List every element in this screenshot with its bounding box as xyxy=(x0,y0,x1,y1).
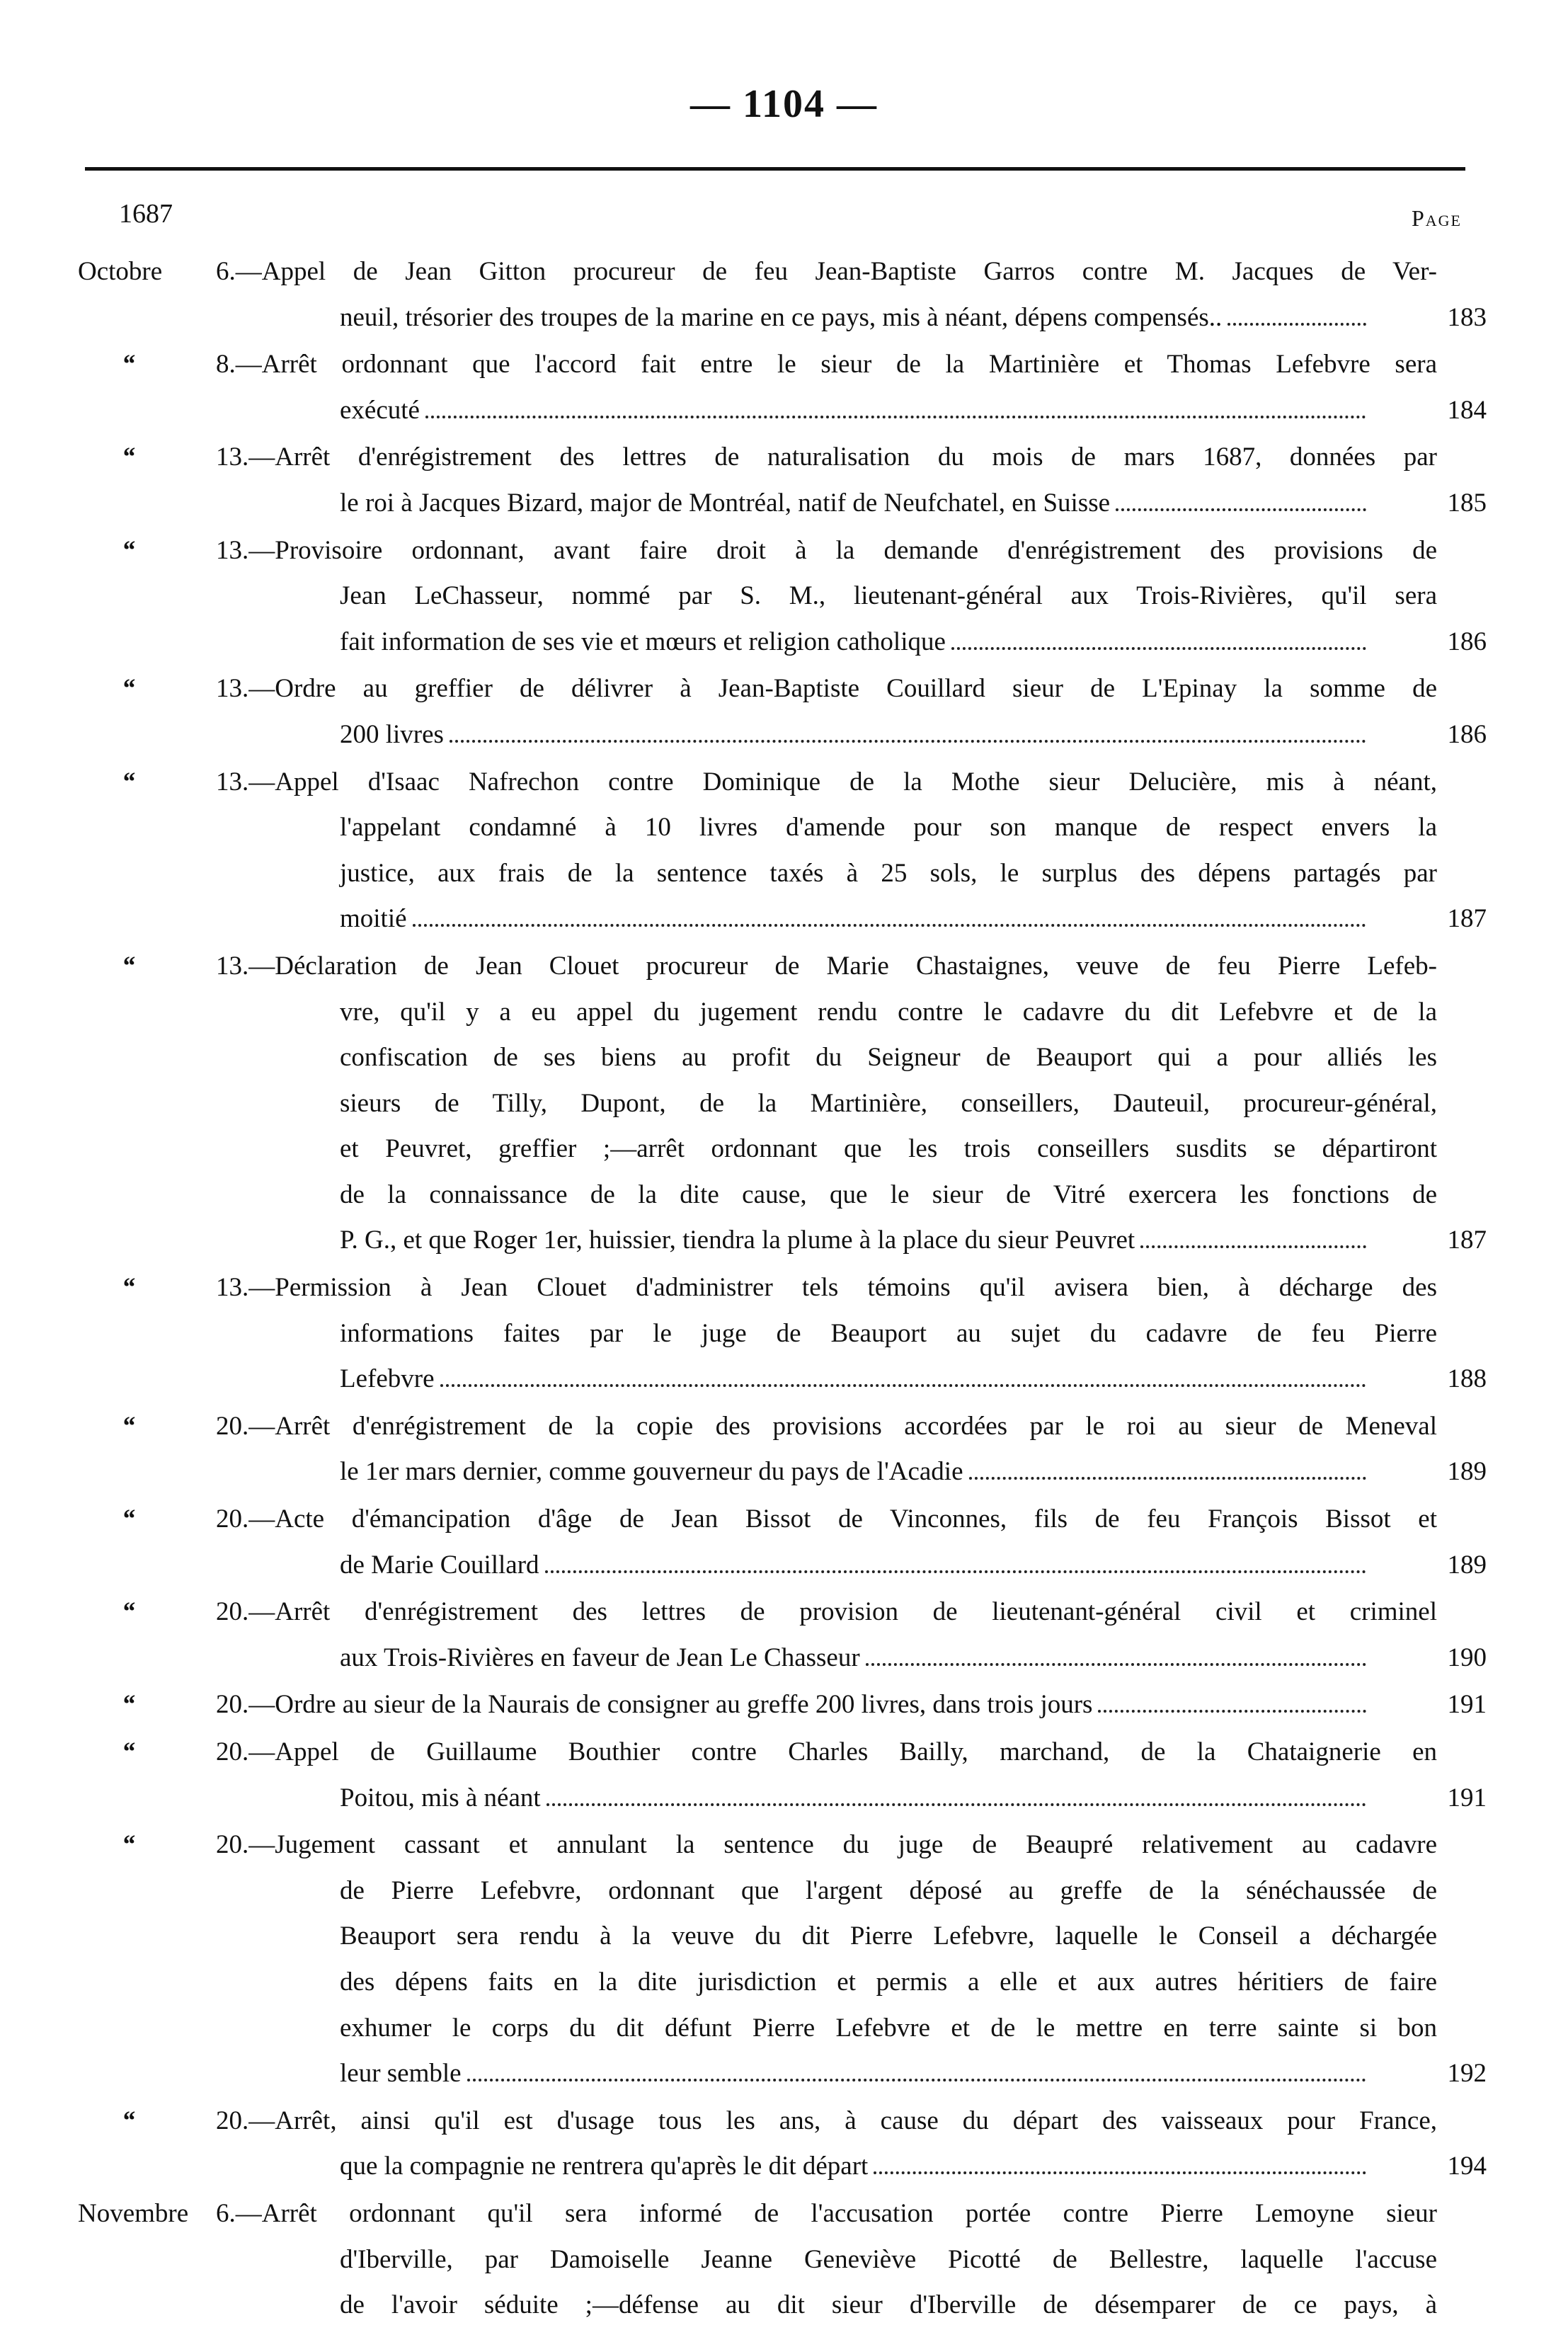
entry-last-line xyxy=(340,1449,1487,1495)
entry-line: de la connaissance de la dite cause, que le sieur de Vitré exercera les fonctions de xyxy=(340,1180,1437,1209)
entry-last-line xyxy=(340,1776,1487,1822)
entry-line: 20.—Arrêt, ainsi qu'il est d'usage tous les ans, à cause du départ des vaisseaux pour France, xyxy=(216,2106,1437,2135)
entry-text xyxy=(216,249,1487,341)
page-reference: 190 xyxy=(1447,1643,1487,1672)
entry-last-line xyxy=(340,481,1487,527)
entry-line: que la compagnie ne rentrera qu'après le dit départ xyxy=(340,2152,869,2181)
dot-leader xyxy=(440,1384,1366,1387)
dot-leader xyxy=(413,924,1366,927)
entry-text xyxy=(216,760,1487,942)
page-reference: 189 xyxy=(1447,1550,1487,1580)
entry-text xyxy=(216,528,1487,666)
table-of-entries xyxy=(0,249,1568,2330)
entry-last-line xyxy=(340,619,1487,666)
ditto-mark: “ xyxy=(122,350,135,379)
entry-line: 20.—Acte d'émancipation d'âge de Jean Bissot de Vinconnes, fils de feu François Bissot et xyxy=(216,1504,1437,1534)
entry-line: 20.—Ordre au sieur de la Naurais de consigner au greffe 200 livres, dans trois jours xyxy=(216,1690,1093,1720)
entry-line: 200 livres xyxy=(340,719,444,749)
list-item xyxy=(0,666,1568,758)
ditto-mark: “ xyxy=(122,535,135,565)
entry-line: moitié xyxy=(340,904,407,934)
entry-last-line xyxy=(216,1682,1487,1728)
ditto-mark: “ xyxy=(122,1597,135,1627)
entry-line: 20.—Appel de Guillaume Bouthier contre Charles Bailly, marchand, de la Chataignerie en xyxy=(216,1737,1437,1766)
entry-line: 6.—Appel de Jean Gitton procureur de feu Jean-Baptiste Garros contre M. Jacques de Ver- xyxy=(216,257,1437,286)
page-reference: 184 xyxy=(1447,395,1487,425)
entry-line: 20.—Arrêt d'enrégistrement des lettres de provision de lieutenant-général civil et criminel xyxy=(216,1597,1437,1627)
dot-leader xyxy=(1098,1710,1366,1713)
dot-leader xyxy=(969,1477,1366,1480)
entry-line: informations faites par le juge de Beauport au sujet du cadavre de feu Pierre xyxy=(340,1318,1437,1348)
entry-line: le 1er mars dernier, comme gouverneur du pays de l'Acadie xyxy=(340,1457,963,1487)
entry-text xyxy=(216,944,1487,1264)
month-label: Octobre xyxy=(78,257,163,286)
entry-last-line xyxy=(340,1635,1487,1681)
ditto-mark: “ xyxy=(122,2106,135,2135)
entry-line: confiscation de ses biens au profit du Seigneur de Beauport qui a pour alliés les xyxy=(340,1043,1437,1073)
entry-line: Beauport sera rendu à la veuve du dit Pierre Lefebvre, laquelle le Conseil a déchargée xyxy=(340,1921,1437,1951)
list-item xyxy=(0,435,1568,526)
entry-last-line xyxy=(340,896,1487,942)
entry-line: l'appelant condamné à 10 livres d'amende pour son manque de respect envers la xyxy=(340,813,1437,843)
entry-last-line xyxy=(340,295,1487,341)
dot-leader xyxy=(874,2171,1366,2174)
entry-line: d'Iberville, par Damoiselle Jeanne Geneviève Picotté de Bellestre, laquelle l'accuse xyxy=(340,2244,1437,2274)
entry-line: et Peuvret, greffier ;—arrêt ordonnant que les trois conseillers susdits se départiront xyxy=(340,1134,1437,1164)
entry-text xyxy=(216,1682,1487,1728)
year-label: 1687 xyxy=(119,199,173,229)
list-item xyxy=(0,2191,1568,2329)
entry-text xyxy=(216,666,1487,758)
ditto-mark: “ xyxy=(122,1504,135,1534)
dot-leader xyxy=(450,740,1366,743)
ditto-mark: “ xyxy=(122,1690,135,1720)
entry-text xyxy=(216,1822,1487,2097)
page-reference: 194 xyxy=(1447,2152,1487,2181)
dot-leader xyxy=(546,1803,1366,1806)
list-item xyxy=(0,1730,1568,1821)
list-item xyxy=(0,2098,1568,2190)
entry-text xyxy=(216,1265,1487,1403)
entry-last-line xyxy=(340,1218,1487,1264)
entry-text xyxy=(216,1497,1487,1588)
entry-line: 13.—Arrêt d'enrégistrement des lettres de naturalisation du mois de mars 1687, données par xyxy=(216,442,1437,472)
entry-line: 20.—Jugement cassant et annulant la sentence du juge de Beaupré relativement au cadavre xyxy=(216,1830,1437,1860)
ditto-mark: “ xyxy=(122,1737,135,1766)
entry-last-line xyxy=(340,2144,1487,2190)
entry-line: 13.—Appel d'Isaac Nafrechon contre Dominique de la Mothe sieur Delucière, mis à néant, xyxy=(216,767,1437,796)
page-reference: 191 xyxy=(1447,1783,1487,1812)
dot-leader xyxy=(1227,323,1366,326)
entry-text xyxy=(216,342,1487,433)
entry-line: exhumer le corps du dit défunt Pierre Lefebvre et de le mettre en terre sainte si bon xyxy=(340,2013,1437,2043)
entry-line: 8.—Arrêt ordonnant que l'accord fait entre le sieur de la Martinière et Thomas Lefebvre sera xyxy=(216,350,1437,379)
entry-last-line xyxy=(340,388,1487,434)
list-item xyxy=(0,944,1568,1264)
list-item xyxy=(0,1404,1568,1495)
entry-text xyxy=(216,1404,1487,1495)
list-item xyxy=(0,1589,1568,1681)
dot-leader xyxy=(1116,508,1366,511)
ditto-mark: “ xyxy=(122,442,135,472)
ditto-mark: “ xyxy=(122,674,135,704)
dot-leader xyxy=(866,1663,1366,1666)
entry-line: 13.—Provisoire ordonnant, avant faire droit à la demande d'enrégistrement des provisions de xyxy=(216,535,1437,565)
page-reference: 183 xyxy=(1447,302,1487,332)
list-item xyxy=(0,249,1568,341)
entry-line: de l'avoir séduite ;—défense au dit sieur d'Iberville de désemparer de ce pays, à xyxy=(340,2290,1437,2320)
entry-text xyxy=(216,435,1487,526)
page-reference: 186 xyxy=(1447,719,1487,749)
entry-last-line xyxy=(340,1357,1487,1403)
list-item xyxy=(0,528,1568,666)
entry-line: neuil, trésorier des troupes de la marine en ce pays, mis à néant, dépens compensés.. xyxy=(340,302,1223,332)
entry-last-line xyxy=(340,2051,1487,2097)
entry-line: le roi à Jacques Bizard, major de Montréal, natif de Neufchatel, en Suisse xyxy=(340,488,1111,518)
entry-line: exécuté xyxy=(340,395,420,425)
page-reference: 189 xyxy=(1447,1457,1487,1487)
dot-leader xyxy=(467,2079,1366,2081)
list-item xyxy=(0,342,1568,433)
ditto-mark: “ xyxy=(122,1411,135,1441)
entry-last-line xyxy=(340,712,1487,758)
list-item xyxy=(0,1497,1568,1588)
entry-line: 13.—Déclaration de Jean Clouet procureur de Marie Chastaignes, veuve de feu Pierre Lefeb- xyxy=(216,951,1437,981)
list-item xyxy=(0,1822,1568,2097)
page-reference: 186 xyxy=(1447,627,1487,656)
entry-line: des dépens faits en la dite jurisdiction et permis a elle et aux autres héritiers de faire xyxy=(340,1967,1437,1997)
list-item xyxy=(0,1682,1568,1728)
page-number: — 1104 — xyxy=(690,82,878,126)
dot-leader xyxy=(545,1570,1366,1573)
page-reference: 187 xyxy=(1447,904,1487,934)
list-item xyxy=(0,760,1568,942)
page-reference: 185 xyxy=(1447,488,1487,518)
list-item xyxy=(0,1265,1568,1403)
ditto-mark: “ xyxy=(122,767,135,796)
entry-line: vre, qu'il y a eu appel du jugement rendu contre le cadavre du dit Lefebvre et de la xyxy=(340,997,1437,1027)
page-reference: 192 xyxy=(1447,2059,1487,2089)
entry-line: justice, aux frais de la sentence taxés à 25 sols, le surplus des dépens partagés par xyxy=(340,858,1437,888)
ditto-mark: “ xyxy=(122,1273,135,1303)
header-rule xyxy=(85,167,1465,171)
page-reference: 191 xyxy=(1447,1690,1487,1720)
entry-text xyxy=(216,1730,1487,1821)
entry-line: de Marie Couillard xyxy=(340,1550,539,1580)
entry-line: 13.—Ordre au greffier de délivrer à Jean-Baptiste Couillard sieur de L'Epinay la somme de xyxy=(216,674,1437,704)
entry-last-line xyxy=(340,1543,1487,1589)
entry-line: P. G., et que Roger 1er, huissier, tiendra la plume à la place du sieur Peuvret xyxy=(340,1226,1135,1255)
entry-line: fait information de ses vie et mœurs et religion catholique xyxy=(340,627,946,656)
ditto-mark: “ xyxy=(122,1830,135,1860)
page-column-label: Page xyxy=(1411,205,1462,231)
ditto-mark: “ xyxy=(122,951,135,981)
entry-line: Jean LeChasseur, nommé par S. M., lieutenant-général aux Trois-Rivières, qu'il sera xyxy=(340,581,1437,611)
entry-line: leur semble xyxy=(340,2059,462,2089)
entry-line: 13.—Permission à Jean Clouet d'administrer tels témoins qu'il avisera bien, à décharge des xyxy=(216,1273,1437,1303)
dot-leader xyxy=(425,416,1366,418)
entry-text xyxy=(216,2098,1487,2190)
dot-leader xyxy=(1140,1245,1366,1248)
entry-line: Poitou, mis à néant xyxy=(340,1783,541,1812)
entry-line: 6.—Arrêt ordonnant qu'il sera informé de l'accusation portée contre Pierre Lemoyne sieur xyxy=(216,2198,1437,2228)
entry-line: sieurs de Tilly, Dupont, de la Martinière, conseillers, Dauteuil, procureur-général, xyxy=(340,1088,1437,1118)
entry-line: aux Trois-Rivières en faveur de Jean Le Chasseur xyxy=(340,1643,860,1672)
entry-line: 20.—Arrêt d'enrégistrement de la copie des provisions accordées par le roi au sieur de Meneval xyxy=(216,1411,1437,1441)
entry-text xyxy=(216,1589,1487,1681)
page-reference: 187 xyxy=(1447,1226,1487,1255)
dot-leader xyxy=(951,647,1366,650)
month-label: Novembre xyxy=(78,2198,189,2228)
entry-line: de Pierre Lefebvre, ordonnant que l'argent déposé au greffe de la sénéchaussée de xyxy=(340,1875,1437,1905)
entry-line: Lefebvre xyxy=(340,1364,435,1394)
entry-text xyxy=(216,2191,1437,2329)
page-reference: 188 xyxy=(1447,1364,1487,1394)
